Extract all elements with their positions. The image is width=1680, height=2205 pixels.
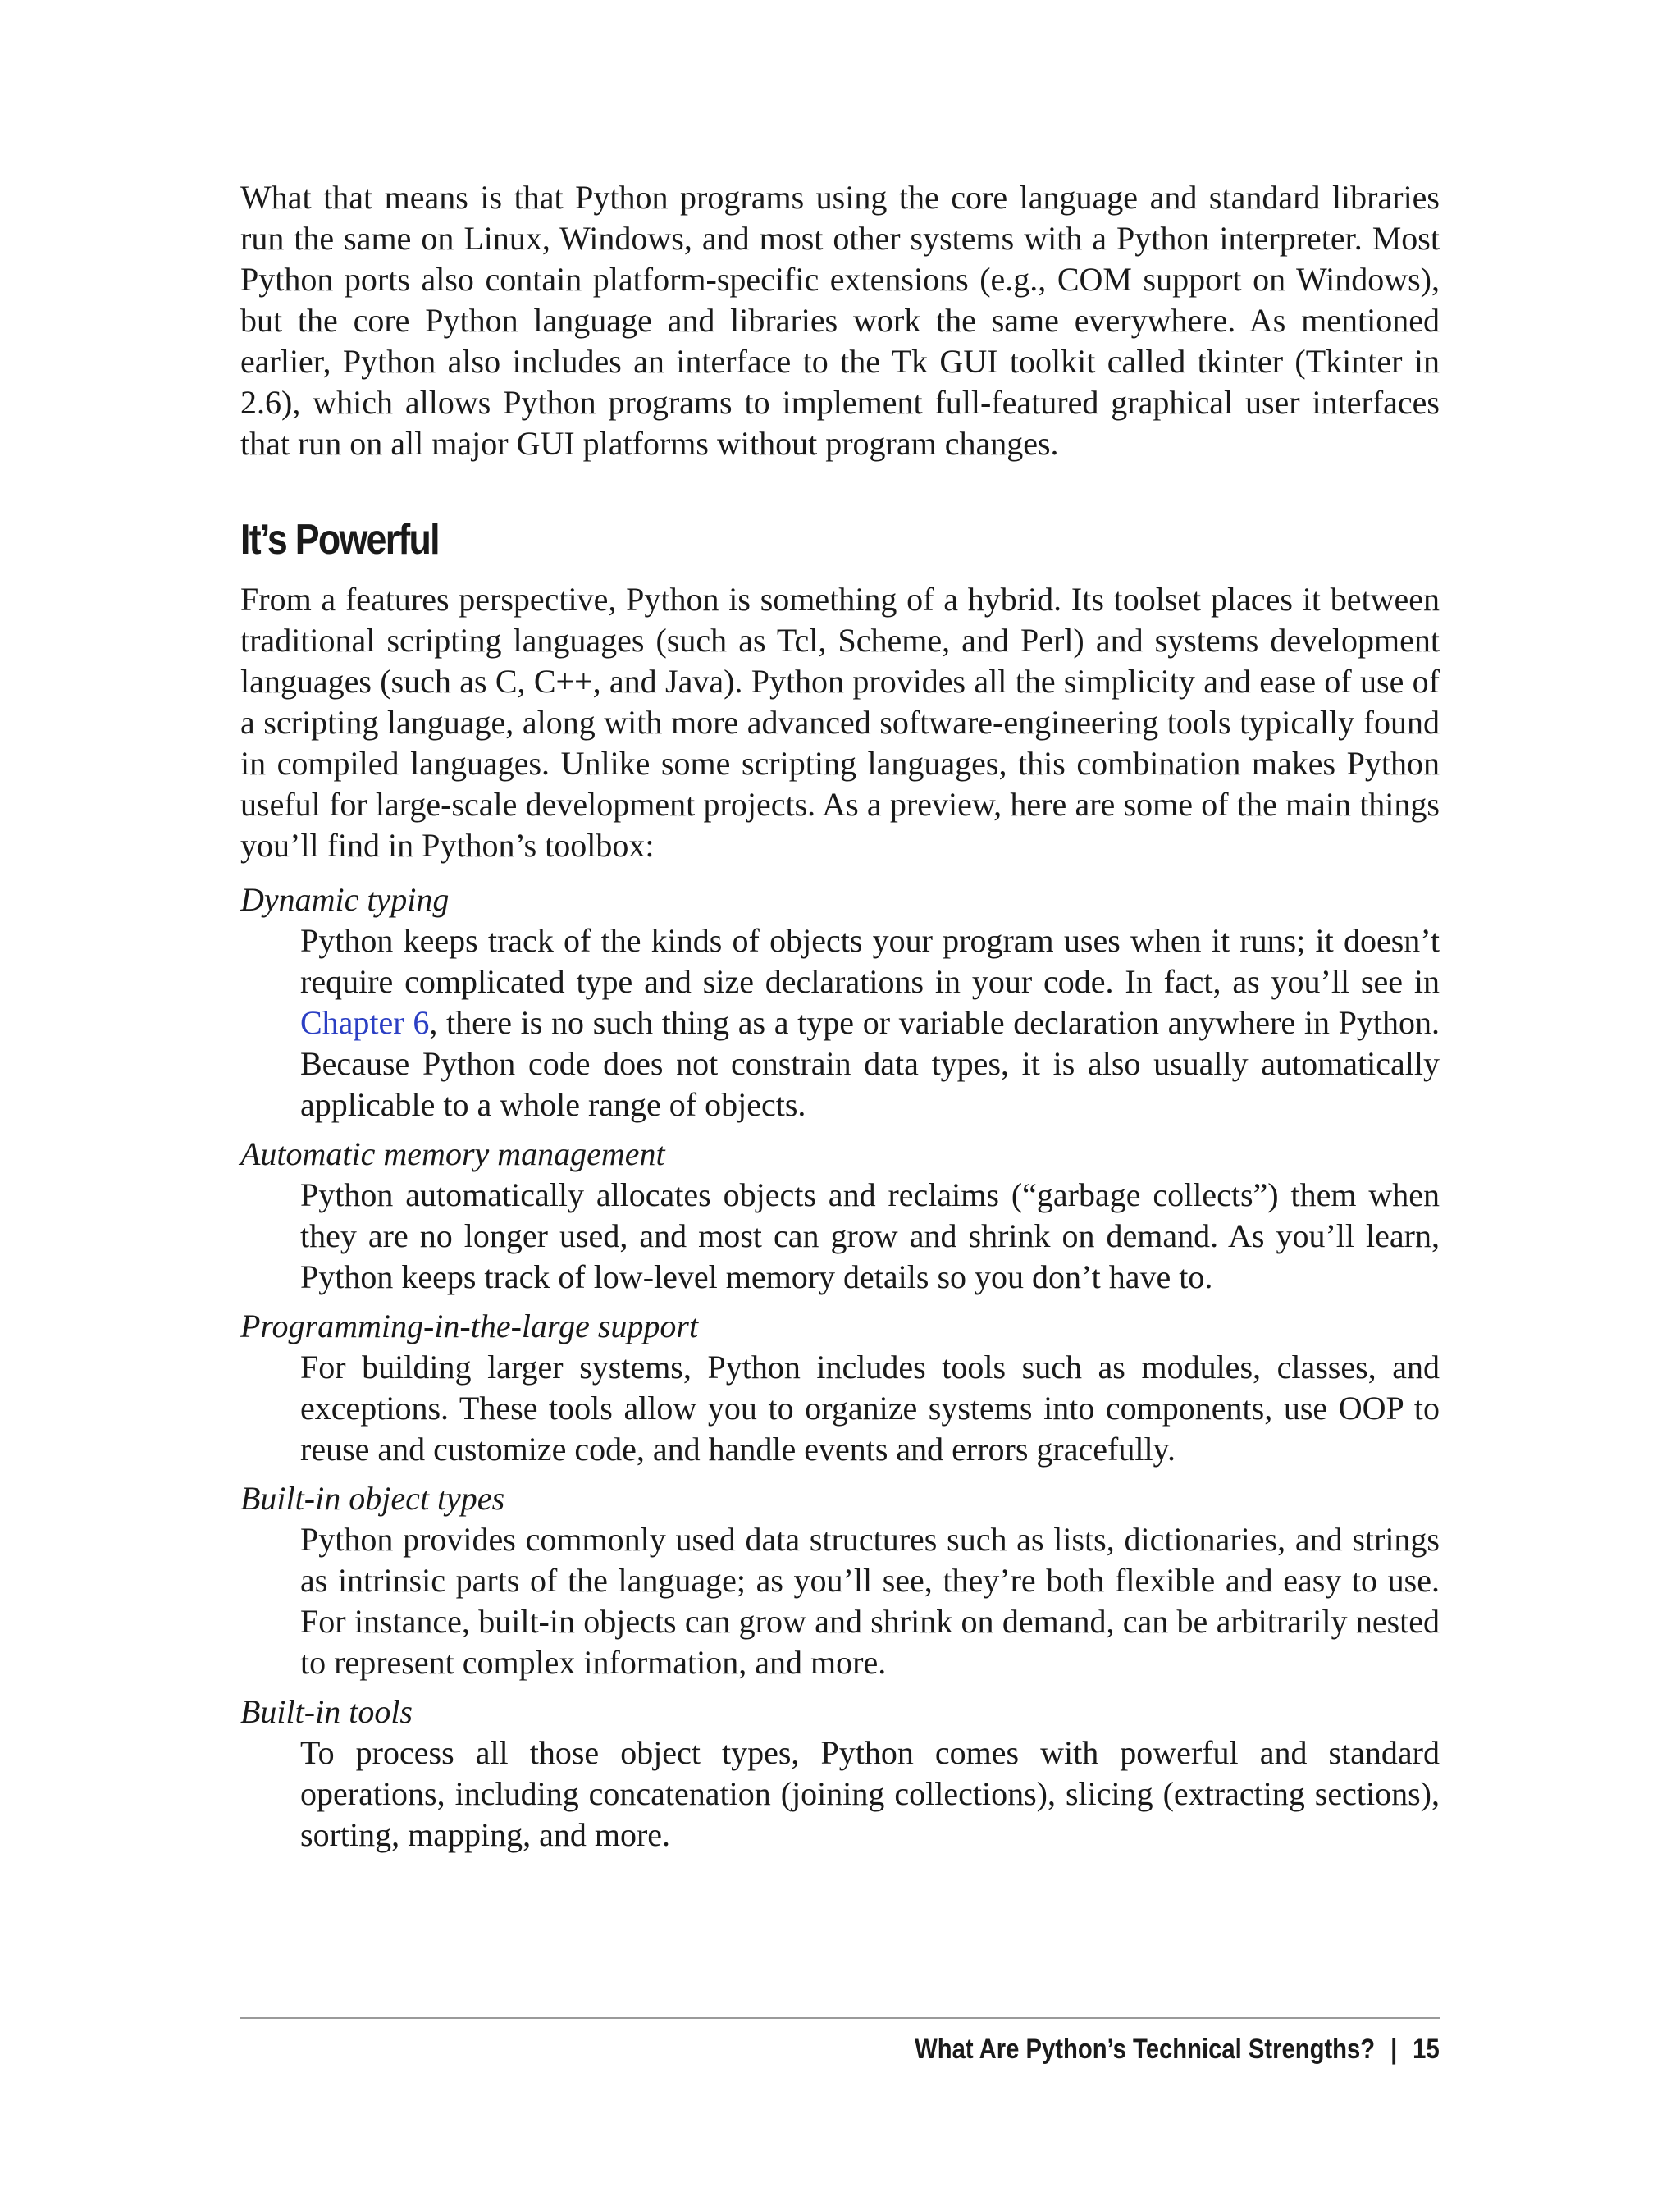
feature-term-dynamic-typing: Dynamic typing xyxy=(240,881,450,918)
intro-paragraph: What that means is that Python programs using the core language and standard libraries run the same on Linux, Windows, and most other systems with a Python interpreter. Most Python ports also contain platform-specific extensions (e.g., COM support on Windows), but the core Python language and libraries work the same everywhere. As mentioned earlier, Python also includes an interface to the Tk GUI toolkit called tkinter (Tkinter in 2.6), which allows Python programs to implement full-featured graphical user interfaces that run on all major GUI platforms without program changes. xyxy=(240,179,1440,462)
feature-list xyxy=(240,879,1440,1856)
feature-term-memory-management: Automatic memory management xyxy=(240,1135,665,1172)
feature-desc-dynamic-typing xyxy=(300,920,1440,1125)
footer-divider xyxy=(240,2017,1440,2019)
feature-desc-text: Python keeps track of the kinds of objects your program uses when it runs; it doesn’t require complicated type and size declarations in your code. In fact, as you’ll see in xyxy=(300,922,1440,1000)
footer-separator: | xyxy=(1390,2034,1398,2065)
feature-term-builtin-object-types: Built-in object types xyxy=(240,1480,505,1517)
feature-desc-builtin-object-types: Python provides commonly used data structures such as lists, dictionaries, and strings as intrinsic parts of the language; as you’ll see, they’re both flexible and easy to use. For instance, built-in objects can grow and shrink on demand, can be arbitrarily nested to represent complex information, and more. xyxy=(300,1521,1440,1681)
running-title: What Are Python’s Technical Strengths? xyxy=(915,2034,1376,2065)
feature-desc-builtin-tools: To process all those object types, Python comes with powerful and standard operations, including concatenation (joining collections), slicing (extracting sections), sorting, mapping, and more. xyxy=(300,1734,1440,1853)
page-content xyxy=(240,177,1440,1864)
feature-term-builtin-tools: Built-in tools xyxy=(240,1693,413,1730)
chapter-6-link[interactable]: Chapter 6 xyxy=(300,1004,430,1041)
page-number: 15 xyxy=(1413,2034,1440,2065)
feature-desc-programming-in-the-large: For building larger systems, Python includes tools such as modules, classes, and exceptions. These tools allow you to organize systems into components, use OOP to reuse and customize code, and handle events and errors gracefully. xyxy=(300,1349,1440,1468)
feature-desc-memory-management: Python automatically allocates objects and reclaims (“garbage collects”) them when they are no longer used, and most can grow and shrink on demand. As you’ll learn, Python keeps track of low-level memory details so you don’t have to. xyxy=(300,1176,1440,1295)
section-heading: It’s Powerful xyxy=(240,516,439,564)
feature-term-programming-in-the-large: Programming-in-the-large support xyxy=(240,1308,699,1344)
page-footer xyxy=(240,2031,1440,2067)
feature-desc-text: , there is no such thing as a type or variable declaration anywhere in Python. Because Python code does not constrain data types, it is also usually automatically applicable to a whole range of objects. xyxy=(300,1004,1440,1123)
section-paragraph: From a features perspective, Python is something of a hybrid. Its toolset places it between traditional scripting languages (such as Tcl, Scheme, and Perl) and systems development languages (such as C, C++, and Java). Python provides all the simplicity and ease of use of a scripting language, along with more advanced software-engineering tools typically found in compiled languages. Unlike some scripting languages, this combination makes Python useful for large-scale development projects. As a preview, here are some of the main things you’ll find in Python’s toolbox: xyxy=(240,581,1440,864)
